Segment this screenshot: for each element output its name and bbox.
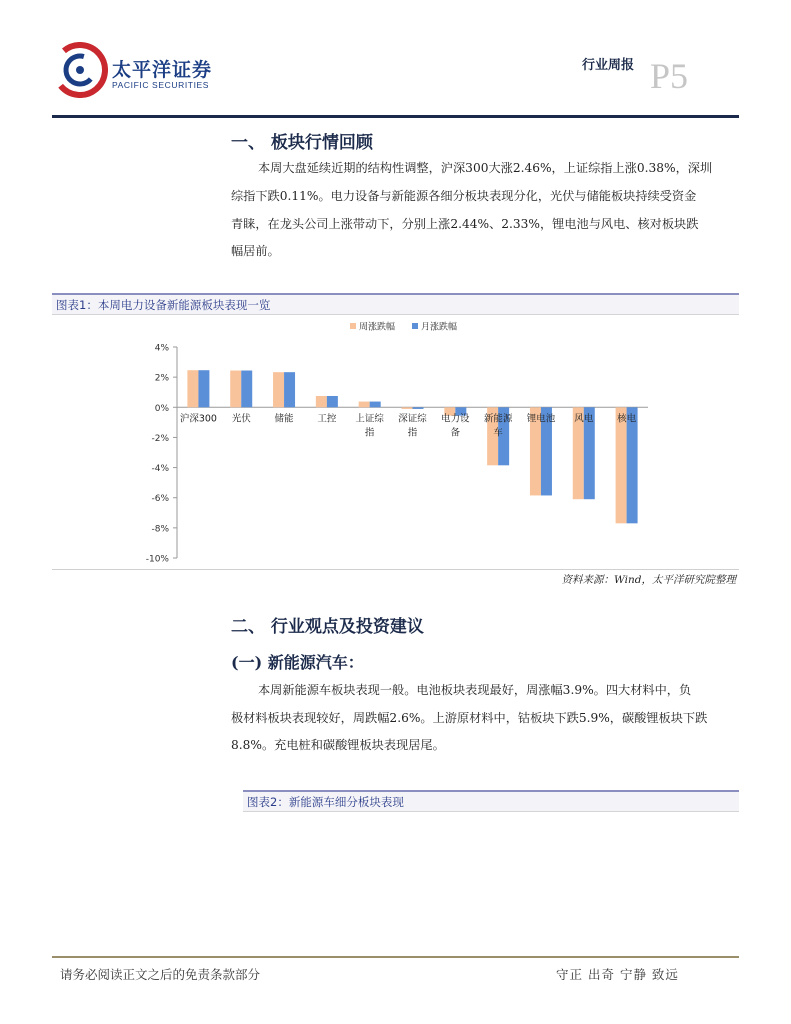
header-divider xyxy=(52,115,739,118)
section1-heading: 一、 板块行情回顾 xyxy=(231,133,373,153)
legend-swatch xyxy=(350,323,356,329)
x-tick-label: 锂电池 xyxy=(526,413,556,425)
section1-line-1: 本周大盘延续近期的结构性调整，沪深300大涨2.46%，上证综指上涨0.38%，深圳 xyxy=(258,161,713,175)
y-tick-label: 4% xyxy=(154,343,169,354)
bar-weekly-10 xyxy=(616,407,627,523)
bar-monthly-1 xyxy=(241,371,252,408)
section1-line-2: 综指下跌0.11%。电力设备与新能源各细分板块表现分化，光伏与储能板块持续受资金 xyxy=(231,189,697,203)
bar-weekly-0 xyxy=(187,370,198,407)
page-number: P5 xyxy=(650,56,689,96)
bar-monthly-4 xyxy=(370,402,381,408)
x-tick-label: 工控 xyxy=(317,413,337,425)
bar-weekly-3 xyxy=(316,396,327,407)
figure1-source: 资料来源：Wind，太平洋研究院整理 xyxy=(561,574,736,586)
bar-monthly-0 xyxy=(198,370,209,407)
x-tick-label: 电力设 xyxy=(441,413,470,425)
bar-monthly-5 xyxy=(413,407,424,409)
footer-motto: 守正 出奇 宁静 致远 xyxy=(556,967,679,982)
figure1-title: 图表1：本周电力设备新能源板块表现一览 xyxy=(52,293,739,315)
pacific-securities-logo-icon xyxy=(52,42,108,98)
section1-line-4: 幅居前。 xyxy=(231,244,280,258)
section2-line-2: 极材料板块表现较好，周跌幅2.6%。上游原材料中，钴板块下跌5.9%，碳酸锂板块下跌 xyxy=(231,711,708,725)
bar-monthly-3 xyxy=(327,396,338,407)
x-tick-label: 储能 xyxy=(274,413,294,425)
x-tick-label: 备 xyxy=(450,427,461,439)
section2-subheading: (一) 新能源汽车： xyxy=(231,653,364,672)
x-tick-label: 核电 xyxy=(617,413,637,425)
section2-line-1: 本周新能源车板块表现一般。电池板块表现最好，周涨幅3.9%。四大材料中，负 xyxy=(258,683,692,697)
brand-name-en: PACIFIC SECURITIES xyxy=(112,80,210,90)
legend-label: 月涨跌幅 xyxy=(421,322,458,333)
x-tick-label: 新能源 xyxy=(483,413,513,425)
legend-swatch xyxy=(412,323,418,329)
legend-label: 周涨跌幅 xyxy=(359,322,396,333)
brand-name-cn: 太平洋证券 xyxy=(112,59,213,81)
bar-monthly-10 xyxy=(627,407,638,523)
figure1-bottom-divider xyxy=(52,569,739,570)
y-tick-label: -6% xyxy=(151,494,169,505)
x-tick-label: 深证综 xyxy=(398,413,427,425)
y-tick-label: -10% xyxy=(145,554,169,565)
bar-monthly-2 xyxy=(284,372,295,407)
x-tick-label: 车 xyxy=(493,427,503,439)
x-tick-label: 指 xyxy=(364,427,375,439)
y-tick-label: 0% xyxy=(154,403,169,414)
x-tick-label: 光伏 xyxy=(231,413,251,425)
y-tick-label: 2% xyxy=(154,373,169,384)
y-tick-label: -2% xyxy=(151,433,169,444)
x-tick-label: 风电 xyxy=(574,413,594,425)
figure1-chart xyxy=(52,314,739,569)
bar-weekly-1 xyxy=(230,371,241,408)
footer-divider xyxy=(52,956,739,958)
section1-line-3: 青睐，在龙头公司上涨带动下，分别上涨2.44%、2.33%，锂电池与风电、核对板块跌 xyxy=(231,217,699,231)
report-type: 行业周报 xyxy=(582,58,635,73)
bar-weekly-2 xyxy=(273,372,284,407)
figure2-title: 图表2：新能源车细分板块表现 xyxy=(243,790,739,812)
section2-line-3: 8.8%。充电桩和碳酸锂板块表现居尾。 xyxy=(231,738,445,752)
footer-disclaimer: 请务必阅读正文之后的免责条款部分 xyxy=(60,967,261,982)
x-tick-label: 指 xyxy=(407,427,418,439)
x-tick-label: 上证综 xyxy=(355,413,384,425)
y-tick-label: -8% xyxy=(151,524,169,535)
bar-weekly-4 xyxy=(359,402,370,408)
section2-heading: 二、 行业观点及投资建议 xyxy=(231,617,424,637)
bar-weekly-5 xyxy=(402,407,413,409)
y-tick-label: -4% xyxy=(151,464,169,475)
x-tick-label: 沪深300 xyxy=(179,413,217,425)
